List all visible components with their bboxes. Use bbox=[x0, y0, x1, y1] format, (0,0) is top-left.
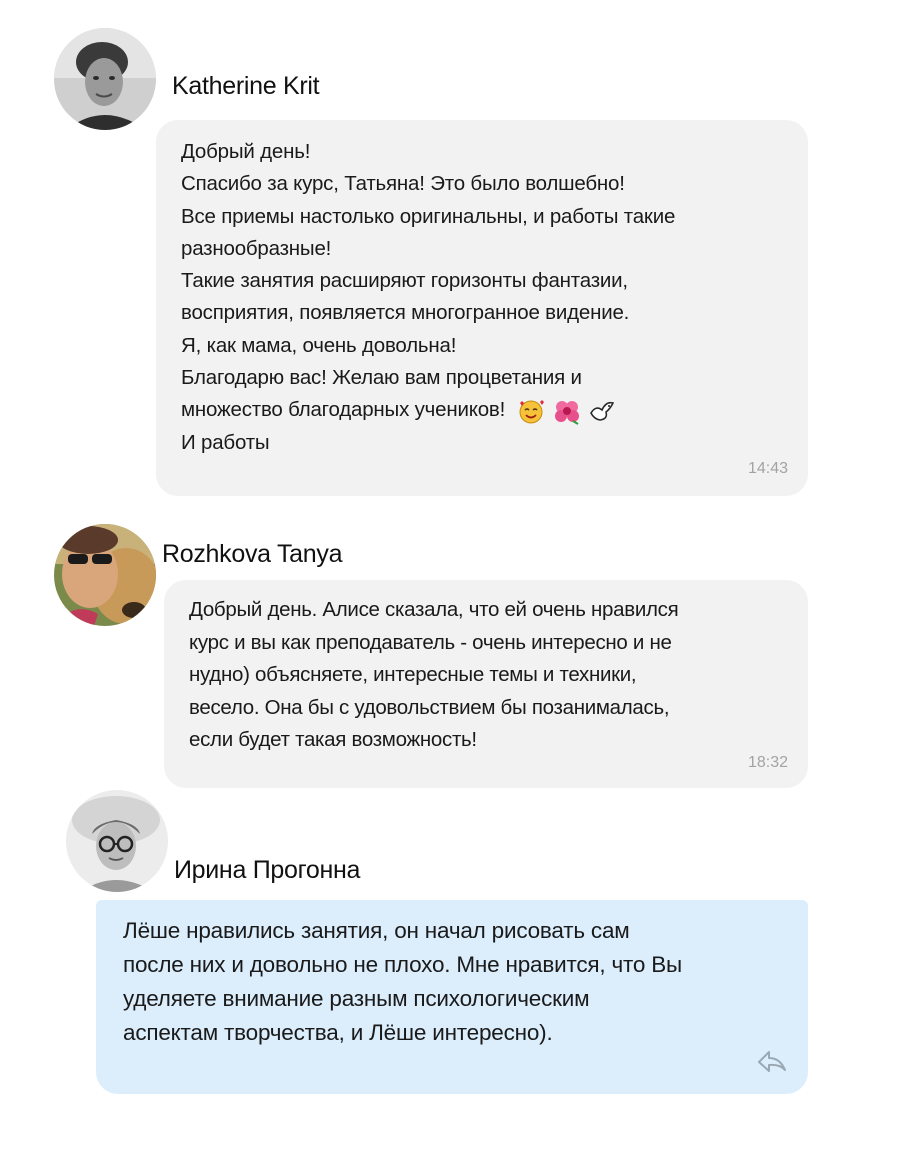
message-timestamp: 18:32 bbox=[747, 754, 788, 771]
emoji-group bbox=[517, 395, 618, 427]
avatar-irina-progonna[interactable] bbox=[66, 790, 168, 892]
share-icon[interactable] bbox=[756, 1048, 788, 1079]
message-line: разнообразные! bbox=[181, 236, 332, 260]
sender-name: Katherine Krit bbox=[172, 72, 320, 100]
message-line: Все приемы настолько оригинальны, и работы такие bbox=[181, 204, 676, 228]
message-bubble[interactable] bbox=[164, 580, 808, 788]
sender-name: Rozhkova Tanya bbox=[162, 540, 343, 568]
message-line: Благодарю вас! Желаю вам процветания и bbox=[181, 366, 582, 390]
message-line: И работы bbox=[181, 431, 270, 455]
message-line: курс и вы как преподаватель - очень интересно и не bbox=[189, 630, 672, 654]
message-line: Добрый день! bbox=[181, 140, 311, 163]
avatar-katherine-krit[interactable] bbox=[54, 28, 156, 130]
message-line: аспектам творчества, и Лёше интересно). bbox=[123, 1020, 553, 1045]
message-line: весело. Она бы с удовольствием бы позанималась, bbox=[189, 695, 670, 719]
message-line: после них и довольно не плохо. Мне нравится, что Вы bbox=[123, 952, 683, 977]
message-timestamp: 14:43 bbox=[747, 460, 788, 477]
message-line: Добрый день. Алисе сказала, что ей очень нравился bbox=[189, 598, 679, 621]
message-line: нудно) объясняете, интересные темы и техники, bbox=[189, 663, 637, 686]
message-line: уделяете внимание разным психологическим bbox=[123, 986, 590, 1011]
message-line: Я, как мама, очень довольна! bbox=[181, 333, 457, 357]
hibiscus-flower-icon bbox=[553, 397, 581, 425]
sender-name: Ирина Прогонна bbox=[174, 856, 361, 884]
message-bubble[interactable] bbox=[96, 900, 808, 1094]
message-line-with-emoji bbox=[181, 394, 808, 427]
message-line: Лёше нравились занятия, он начал рисовать сам bbox=[123, 918, 630, 943]
message-line: если будет такая возможность! bbox=[189, 728, 477, 751]
message-line: множество благодарных учеников! bbox=[181, 398, 506, 422]
message-bubble[interactable] bbox=[156, 120, 808, 496]
smiling-face-with-hearts-icon bbox=[517, 397, 545, 425]
message-line: восприятия, появляется многогранное видение. bbox=[181, 301, 630, 325]
dove-icon bbox=[588, 397, 616, 425]
message-line: Спасибо за курс, Татьяна! Это было волшебно! bbox=[181, 172, 625, 196]
avatar-rozhkova-tanya[interactable] bbox=[54, 524, 156, 626]
message-line: Такие занятия расширяют горизонты фантазии, bbox=[181, 269, 628, 293]
